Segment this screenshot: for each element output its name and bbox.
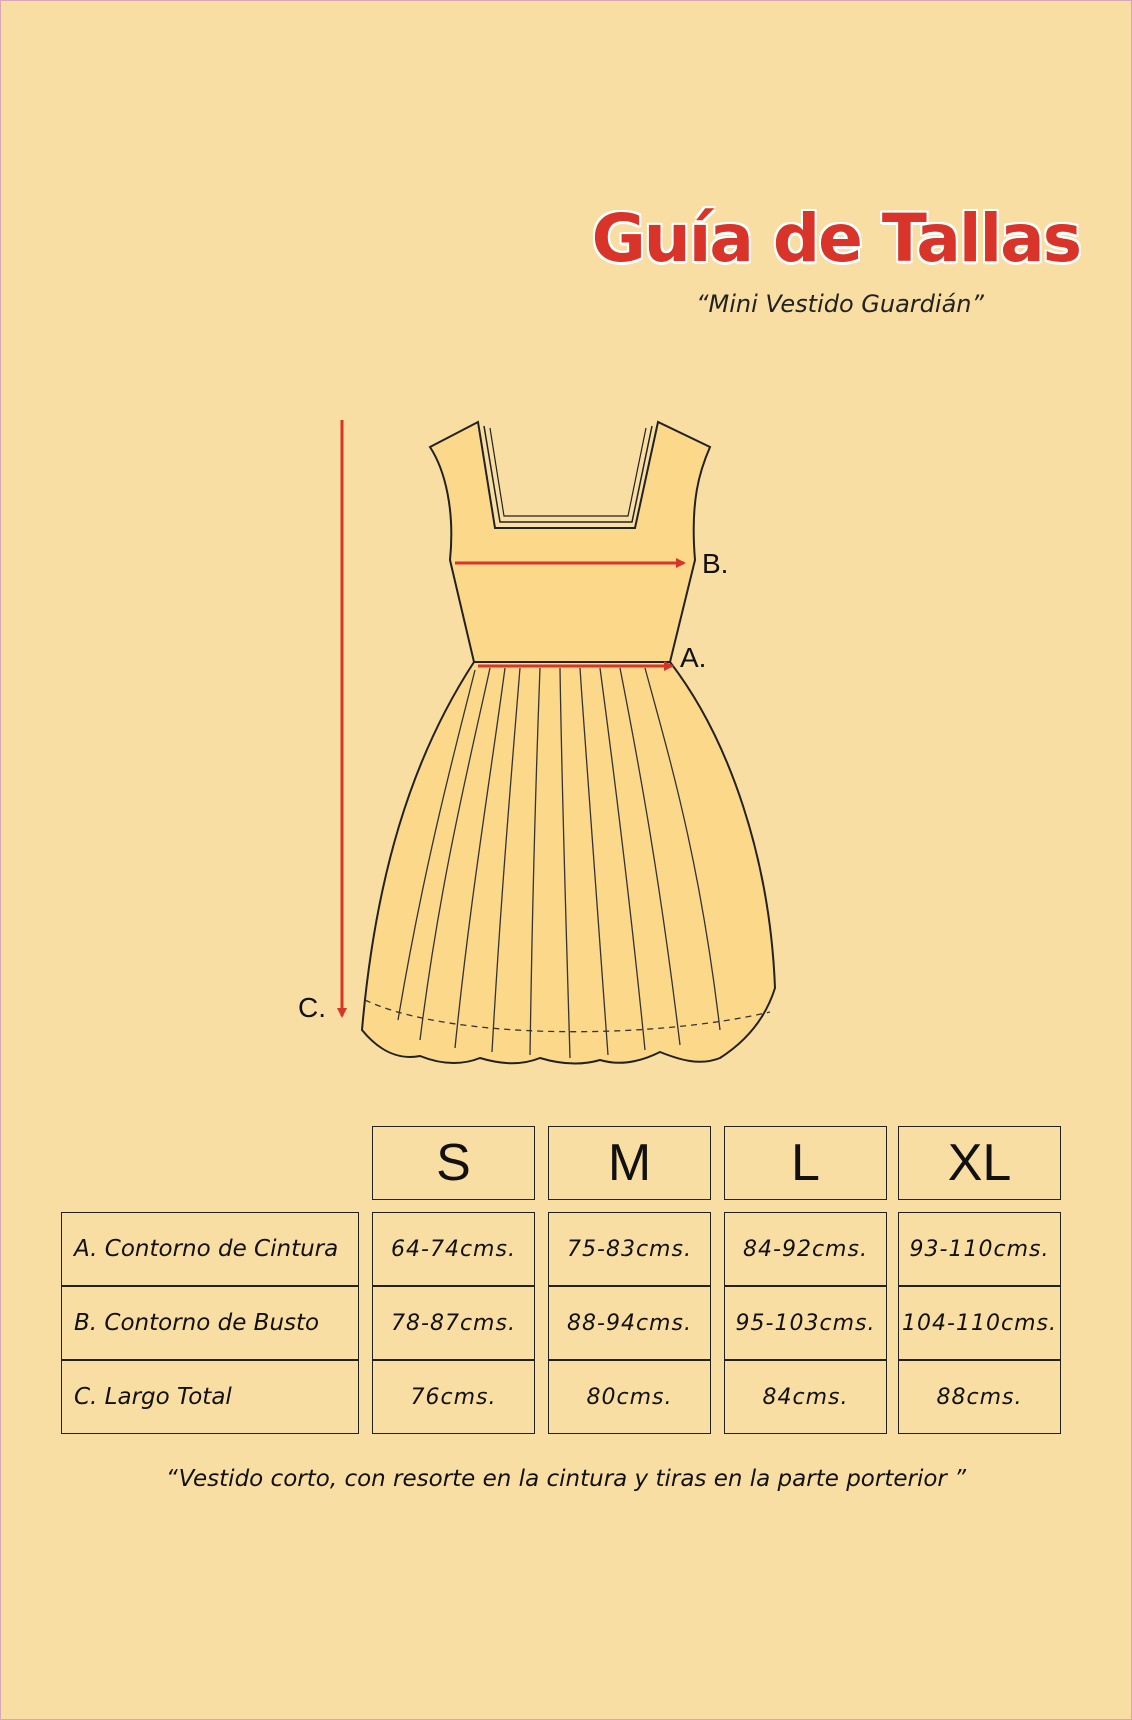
bust-label: B. [702, 548, 729, 579]
table-cell: 76cms. [372, 1360, 535, 1434]
size-header-xl: XL [898, 1126, 1061, 1200]
table-cell: 88-94cms. [548, 1286, 711, 1360]
table-cell: 75-83cms. [548, 1212, 711, 1286]
table-cell: 84-92cms. [724, 1212, 887, 1286]
page-subtitle: “Mini Vestido Guardián” [696, 290, 984, 318]
table-cell: 78-87cms. [372, 1286, 535, 1360]
row-label-largo: C. Largo Total [61, 1360, 359, 1434]
row-label-busto: B. Contorno de Busto [61, 1286, 359, 1360]
table-cell: 80cms. [548, 1360, 711, 1434]
row-label-cintura: A. Contorno de Cintura [61, 1212, 359, 1286]
table-cell: 84cms. [724, 1360, 887, 1434]
dress-bodice [430, 422, 710, 662]
table-cell: 88cms. [898, 1360, 1061, 1434]
size-header-l: L [724, 1126, 887, 1200]
table-cell: 95-103cms. [724, 1286, 887, 1360]
page-title: Guía de Tallas [591, 200, 1080, 277]
size-header-s: S [372, 1126, 535, 1200]
table-cell: 93-110cms. [898, 1212, 1061, 1286]
waist-label: A. [680, 642, 707, 673]
size-header-m: M [548, 1126, 711, 1200]
table-cell: 64-74cms. [372, 1212, 535, 1286]
footer-note: “Vestido corto, con resorte en la cintura y tiras en la parte porterior ” [165, 1466, 967, 1492]
table-cell: 104-110cms. [898, 1286, 1061, 1360]
length-label: C. [298, 992, 326, 1023]
